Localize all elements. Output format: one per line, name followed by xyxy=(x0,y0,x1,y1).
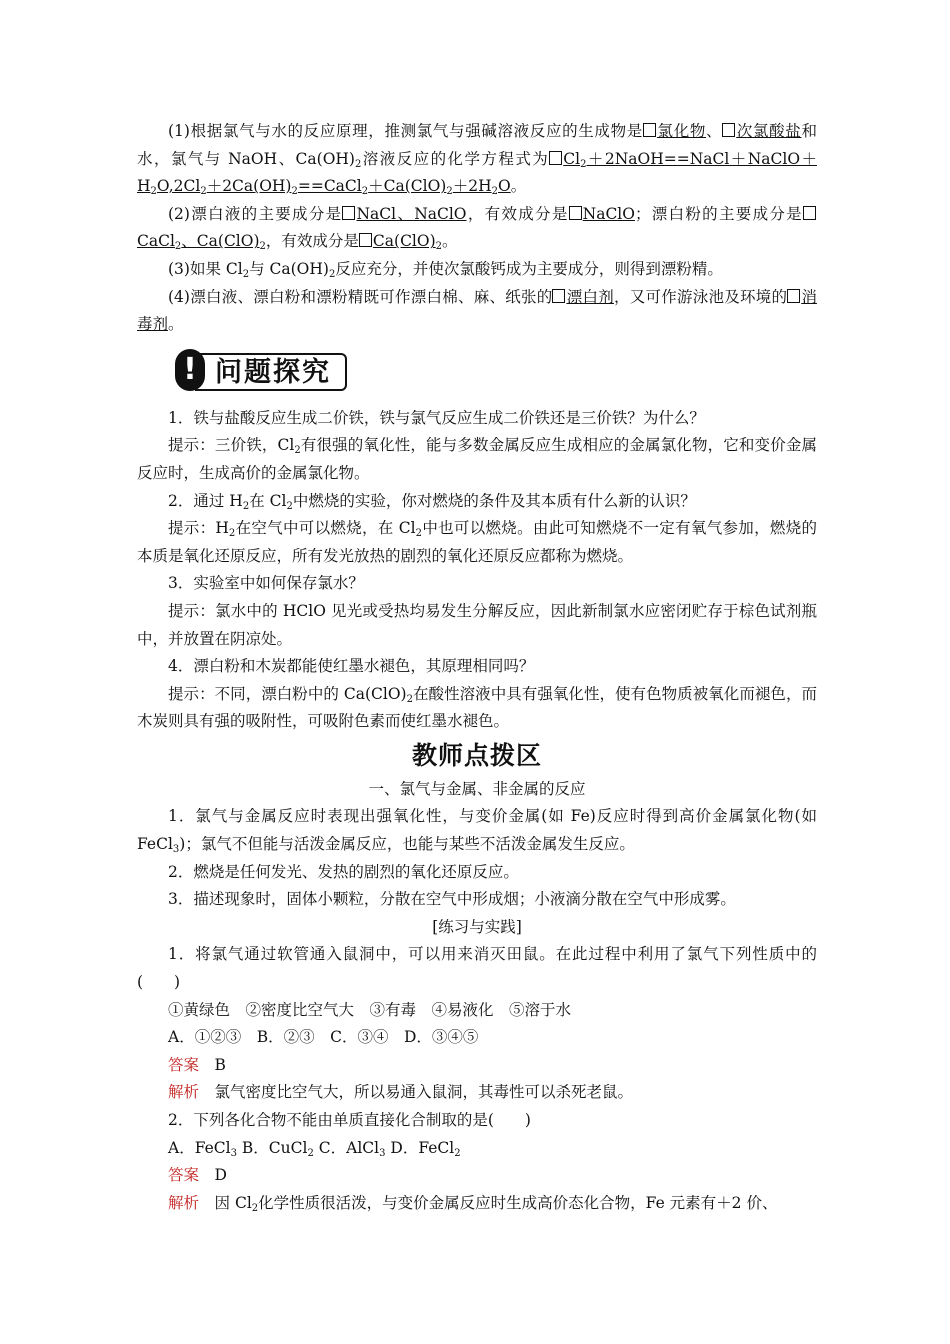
point-3: 3．描述现象时，固体小颗粒，分散在空气中形成烟；小液滴分散在空气中形成雾。 xyxy=(168,890,736,909)
practice-heading: [练习与实践] xyxy=(432,917,522,936)
exercise-2-options: A．FeCl$_3$ B．CuCl$_2$ C．AlCl$_3$ D．FeCl$_2$ xyxy=(168,1138,461,1159)
paragraph-1: (1)根据氯气与水的反应原理，推测氯气与强碱溶液反应的生成物是 氯化物、 次氯酸盐和水，氯气与 NaOH、$Ca(OH)_2$溶液反应的化学方程式为 $Cl_2+2NaOH==NaCl+NaClO+H_2O,2Cl_2+2Ca(OH)_2==CaCl_2+Ca(ClO)_2+2H_2O$。 xyxy=(137,122,817,198)
point-1: 1．氯气与金属反应时表现出强氧化性，与变价金属(如 Fe)反应时得到高价金属氯化物(如 FeCl$_3$)；氯气不但能与活泼金属反应，也能与某些不活泼金属发生反应。 xyxy=(137,807,817,856)
question-4: 4．漂白粉和木炭都能使红墨水褪色，其原理相同吗？ xyxy=(168,657,535,676)
hint-2: 提示：$H_2$在空气中可以燃烧，在 $Cl_2$中也可以燃烧。由此可知燃烧不一定有氧气参加，燃烧的本质是氧化还原反应，所有发光放热的剧烈的氧化还原反应都称为燃烧。 xyxy=(137,519,817,565)
answer-label: 答案 xyxy=(168,1166,200,1185)
hint-4: 提示：不同，漂白粉中的 $Ca(ClO)_2$在酸性溶液中具有强氧化性，使有色物质被氧化而褪色，而木炭则具有强的吸附性，可吸附色素而使红墨水褪色。 xyxy=(137,684,817,731)
exercise-2-question: 2．下列各化合物不能由单质直接化合制取的是( ) xyxy=(168,1111,531,1129)
section-title: 教师点拨区 xyxy=(411,740,542,770)
hint-1: 提示：三价铁，$Cl_2$有很强的氧化性，能与多数金属反应生成相应的金属氯化物，它和变价金属反应时，生成高价的金属氯化物。 xyxy=(137,436,817,482)
question-3: 3．实验室中如何保存氯水？ xyxy=(168,574,364,593)
document-page xyxy=(137,118,817,1217)
point-2: 2．燃烧是任何发光、发热的剧烈的氧化还原反应。 xyxy=(168,862,519,881)
question-2: 2．通过 $H_2$在 $Cl_2$中燃烧的实验，你对燃烧的条件及其本质有什么新的认识？ xyxy=(168,491,696,512)
question-1: 1．铁与盐酸反应生成二价铁，铁与氯气反应生成二价铁还是三价铁？为什么？ xyxy=(168,408,705,427)
explanation-label: 解析 xyxy=(168,1193,200,1212)
paragraph-3: (3)如果 $Cl_2$与 $Ca(OH)_2$反应充分，并使次氯酸钙成为主要成分，则得到漂粉精。 xyxy=(168,259,723,280)
exercise-1-question: 1．将氯气通过软管通入鼠洞中，可以用来消灭田鼠。在此过程中利用了氯气下列性质中的( ) xyxy=(137,945,817,992)
section-subtitle: 一、氯气与金属、非金属的反应 xyxy=(368,779,586,798)
paragraph-2: (2)漂白液的主要成分是 NaCl、NaClO，有效成分是 NaClO；漂白粉的主要成分是CaCl$_2$、$Ca(ClO)_2$，有效成分是 $Ca(ClO)_2$。 xyxy=(137,201,817,256)
banner-title: 问题探究 xyxy=(215,356,331,388)
exercise-1-items: ①黄绿色 ②密度比空气大 ③有毒 ④易液化 ⑤溶于水 xyxy=(168,1000,572,1019)
answer-label: 答案 xyxy=(168,1055,200,1074)
section-banner xyxy=(175,347,353,393)
exercise-1-options: A．①②③ B．②③ C．③④ D．③④⑤ xyxy=(168,1028,479,1047)
paragraph-4: (4)漂白液、漂白粉和漂粉精既可作漂白棉、麻、纸张的 漂白剂，又可作游泳池及环境的 消毒剂。 xyxy=(137,287,817,334)
exercise-1-explanation: 解析 氯气密度比空气大，所以易通入鼠洞，其毒性可以杀死老鼠。 xyxy=(168,1083,634,1102)
hint-3: 提示：氯水中的 HClO 见光或受热均易发生分解反应，因此新制氯水应密闭贮存于棕色试剂瓶中，并放置在阴凉处。 xyxy=(137,601,817,648)
exercise-2-explanation: 解析 因 $Cl_2$化学性质很活泼，与变价金属反应时生成高价态化合物，Fe 元素有＋2 价、 xyxy=(168,1193,778,1214)
exclamation-icon: ! xyxy=(175,349,205,391)
exercise-2-answer: 答案 D xyxy=(168,1166,227,1185)
exercise-1-answer: 答案 B xyxy=(168,1055,226,1074)
explanation-label: 解析 xyxy=(168,1083,200,1102)
